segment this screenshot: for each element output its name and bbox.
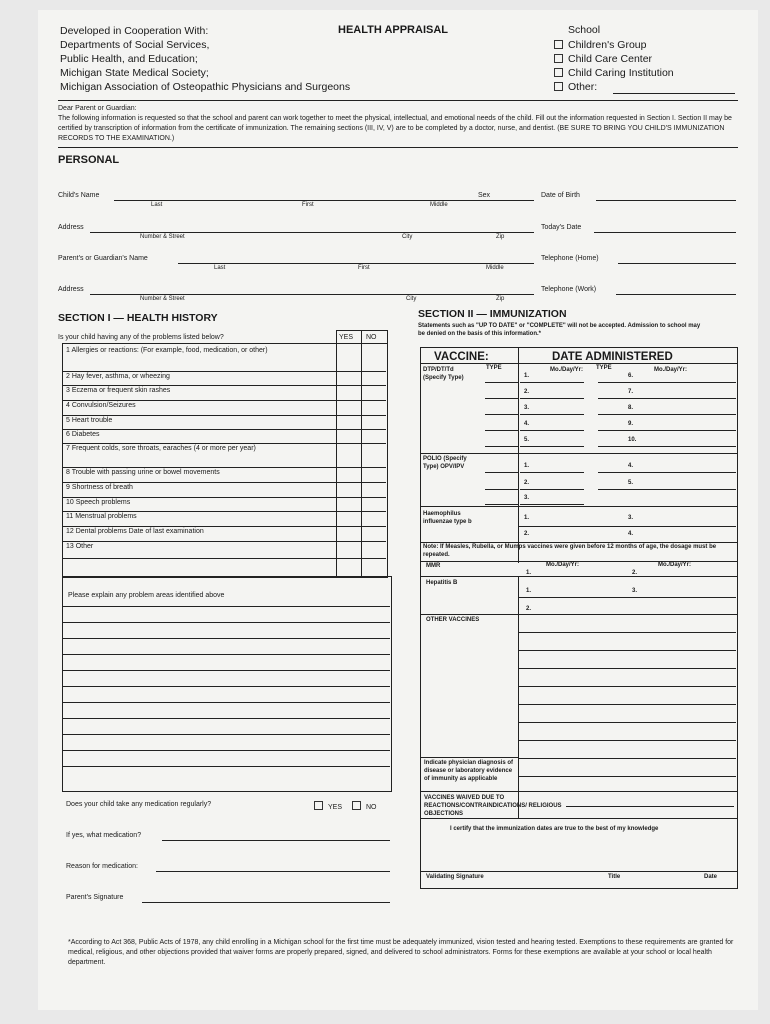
school-label: School xyxy=(568,24,601,36)
other-vaccine-line[interactable] xyxy=(518,668,736,669)
sex-label: Sex xyxy=(478,192,491,199)
first-caption: First xyxy=(302,202,314,208)
mmr-dose-2: 2. xyxy=(632,570,638,576)
validating-signature-label: Validating Signature xyxy=(426,874,484,880)
type-caption: TYPE xyxy=(486,365,502,371)
polio-dose: 5. xyxy=(628,480,634,486)
explain-line[interactable] xyxy=(62,638,390,639)
immunization-note: Statements such as "UP TO DATE" or "COMPLETE" will not be accepted. Admission to school may be denied on the basis of this information.* xyxy=(418,323,701,337)
dtp-field[interactable] xyxy=(628,446,736,447)
problem-item: 8 Trouble with passing urine or bowel movements xyxy=(66,469,220,476)
dtp-field[interactable] xyxy=(520,414,584,415)
problem-no-cell[interactable] xyxy=(363,345,385,371)
row-rule xyxy=(420,757,518,758)
dtp-field[interactable] xyxy=(520,398,584,399)
explain-box[interactable] xyxy=(62,576,392,792)
other-vaccine-line[interactable] xyxy=(518,776,736,777)
problem-yes-cell[interactable] xyxy=(338,415,360,429)
zip-caption: Zip xyxy=(496,234,505,240)
mmr-label: MMR xyxy=(426,563,441,569)
cooperation-line: Departments of Social Services, xyxy=(60,39,210,51)
problem-yes-cell[interactable] xyxy=(338,467,360,482)
row-rule xyxy=(420,506,737,507)
last-caption: Last xyxy=(151,202,163,208)
hib-label: Haemophilus influenzae type b xyxy=(423,511,472,525)
header-rule xyxy=(420,363,737,364)
dtp-field[interactable] xyxy=(598,382,628,383)
dob-label: Date of Birth xyxy=(541,192,580,199)
problem-no-cell[interactable] xyxy=(363,467,385,482)
problem-item: 13 Other xyxy=(66,543,94,550)
checkbox[interactable] xyxy=(352,801,361,810)
footer-note: *According to Act 368, Public Acts of 1978, any child enrolling in a Michigan school for the first time must be adequately immunized, vision tested and hearing tested. Exemptions to these requirements are granted for medical, religious, and other objections provided that waiver forms are properly prepared, signed, and delivered to school administrators. Forms for these exemptions are available at your school or local health department. xyxy=(68,939,734,966)
cooperation-line: Michigan State Medical Society; xyxy=(60,67,209,79)
other-vaccine-line[interactable] xyxy=(518,632,736,633)
dtp-dose: 1. xyxy=(524,373,530,379)
row-rule xyxy=(420,614,737,615)
medication-question: Does your child take any medication regularly? xyxy=(66,801,212,808)
number-street-caption: Number & Street xyxy=(140,296,185,302)
cooperation-line: Developed in Cooperation With: xyxy=(60,25,209,37)
dtp-field[interactable] xyxy=(485,446,518,447)
explain-line[interactable] xyxy=(62,606,390,607)
dtp-field[interactable] xyxy=(485,430,518,431)
hepb-label: Hepatitis B xyxy=(426,580,458,586)
problem-item: 2 Hay fever, asthma, or wheezing xyxy=(66,373,170,380)
hepb-dose-1: 1. xyxy=(526,588,532,594)
waived-label: VACCINES WAIVED DUE TO REACTIONS/CONTRAINDICATIONS/ RELIGIOUS OBJECTIONS xyxy=(424,795,562,817)
problem-item: 1 Allergies or reactions: (For example, food, medication, or other) xyxy=(66,347,268,354)
problem-item: 6 Diabetes xyxy=(66,431,100,438)
polio-field[interactable] xyxy=(598,472,628,473)
explain-line[interactable] xyxy=(62,702,390,703)
telephone-work-field[interactable] xyxy=(616,294,736,295)
problem-yes-cell[interactable] xyxy=(338,497,360,511)
problems-question: Is your child having any of the problems listed below? xyxy=(58,334,224,341)
middle-caption: Middle xyxy=(430,202,448,208)
mmr-dose-1: 1. xyxy=(526,570,532,576)
zip-caption: Zip xyxy=(496,296,505,302)
dtp-field[interactable] xyxy=(628,398,736,399)
row-rule xyxy=(518,597,736,598)
dtp-field[interactable] xyxy=(485,414,518,415)
explain-line[interactable] xyxy=(62,718,390,719)
problem-yes-cell[interactable] xyxy=(338,482,360,497)
title-label: Title xyxy=(608,874,621,880)
dtp-dose: 2. xyxy=(524,389,530,395)
option-other[interactable]: Other: xyxy=(554,81,597,93)
cooperation-line: Public Health, and Education; xyxy=(60,53,198,65)
hib-dose: 4. xyxy=(628,531,634,537)
address-field[interactable] xyxy=(90,232,534,233)
form-title: HEALTH APPRAISAL xyxy=(338,24,448,36)
problem-item: 9 Shortness of breath xyxy=(66,484,133,491)
dtp-dose: 10. xyxy=(628,437,637,443)
row-rule xyxy=(420,576,737,577)
dtp-field[interactable] xyxy=(485,398,518,399)
reason-label: Reason for medication: xyxy=(66,863,138,870)
certify-text: I certify that the immunization dates are true to the best of my knowledge xyxy=(450,826,659,832)
other-vaccines-label: OTHER VACCINES xyxy=(426,617,480,623)
polio-field[interactable] xyxy=(520,504,584,505)
dtp-field[interactable] xyxy=(628,382,736,383)
polio-label: POLIO (Specify Type) OPV/IPV xyxy=(423,456,467,470)
dtp-field[interactable] xyxy=(598,414,628,415)
salutation: Dear Parent or Guardian: xyxy=(58,105,137,112)
polio-field[interactable] xyxy=(520,489,584,490)
explain-line[interactable] xyxy=(62,670,390,671)
dtp-field[interactable] xyxy=(520,446,584,447)
parent-signature-label: Parent's Signature xyxy=(66,894,124,901)
intro-text: The following information is requested so that the school and parent can work together to meet the physical, intellectual, and emotional needs of the child. Fill out the information requested in Section I. Section II may be certified by transcription of information from the certificate of immunization. The remaining sections (III, IV, V) are to be completed by a doctor, nurse, and dentist. (BE SURE TO BRING YOU CHILD'S IMMUNIZATION RECORDS TO THE EXAMINATION.) xyxy=(58,115,732,142)
parent-signature-field[interactable] xyxy=(142,902,390,903)
problem-no-cell[interactable] xyxy=(363,400,385,415)
polio-field[interactable] xyxy=(520,472,584,473)
waived-field[interactable] xyxy=(566,806,734,807)
dtp-dose: 5. xyxy=(524,437,530,443)
divider xyxy=(58,147,738,148)
polio-dose: 4. xyxy=(628,463,634,469)
polio-dose: 1. xyxy=(524,463,530,469)
what-medication-field[interactable] xyxy=(162,840,390,841)
dob-field[interactable] xyxy=(596,200,736,201)
checkbox[interactable] xyxy=(554,40,563,49)
what-medication-label: If yes, what medication? xyxy=(66,832,142,839)
other-vaccine-line[interactable] xyxy=(518,650,736,651)
address-label: Address xyxy=(58,224,84,231)
problem-yes-cell[interactable] xyxy=(338,429,360,443)
city-caption: City xyxy=(406,296,417,302)
mo-day-yr-caption: Mo./Day/Yr: xyxy=(658,562,692,568)
problem-yes-cell[interactable] xyxy=(338,541,360,556)
problem-row-rule xyxy=(62,558,386,559)
problem-item: 7 Frequent colds, sore throats, earaches (4 or more per year) xyxy=(66,445,256,452)
other-vaccine-line[interactable] xyxy=(518,704,736,705)
dtp-field[interactable] xyxy=(628,414,736,415)
polio-field[interactable] xyxy=(485,489,518,490)
problem-yes-cell[interactable] xyxy=(338,345,360,371)
col-divider xyxy=(518,347,519,563)
no-header: NO xyxy=(366,334,377,341)
hepb-dose-2: 2. xyxy=(526,606,532,612)
hib-dose: 1. xyxy=(524,515,530,521)
dtp-dose: 8. xyxy=(628,405,634,411)
measles-note: Note: If Measles, Rubella, or Mumps vaccines were given before 12 months of age, the dosage must be repeated. xyxy=(423,544,717,558)
mo-day-yr-caption: Mo./Day/Yr: xyxy=(654,367,688,373)
hib-field[interactable] xyxy=(518,526,736,527)
polio-field[interactable] xyxy=(485,472,518,473)
explain-line[interactable] xyxy=(62,750,390,751)
dtp-field[interactable] xyxy=(628,430,736,431)
other-field-line[interactable] xyxy=(613,93,735,94)
dtp-dose: 3. xyxy=(524,405,530,411)
problem-item: 10 Speech problems xyxy=(66,499,131,506)
explain-line[interactable] xyxy=(62,654,390,655)
guardian-name-label: Parent's or Guardian's Name xyxy=(58,255,148,262)
dtp-field[interactable] xyxy=(598,398,628,399)
address-field[interactable] xyxy=(90,294,534,295)
todays-date-label: Today's Date xyxy=(541,224,582,231)
mo-day-yr-caption: Mo./Day/Yr: xyxy=(546,562,580,568)
option-child-caring-institution[interactable]: Child Caring Institution xyxy=(554,67,674,79)
checkbox[interactable] xyxy=(554,54,563,63)
dtp-label: DTP/DT/Td (Specify Type) xyxy=(423,367,464,381)
problem-no-cell[interactable] xyxy=(363,415,385,429)
number-street-caption: Number & Street xyxy=(140,234,185,240)
signature-field[interactable] xyxy=(420,871,737,872)
cooperation-line: Michigan Association of Osteopathic Physicians and Surgeons xyxy=(60,81,351,93)
city-caption: City xyxy=(402,234,413,240)
first-caption: First xyxy=(358,265,370,271)
dtp-dose: 9. xyxy=(628,421,634,427)
polio-field[interactable] xyxy=(485,504,518,505)
option-child-care-center[interactable]: Child Care Center xyxy=(554,53,652,65)
polio-field[interactable] xyxy=(628,489,736,490)
polio-field[interactable] xyxy=(628,472,736,473)
explain-line[interactable] xyxy=(62,766,390,767)
yes-header: YES xyxy=(339,334,354,341)
problem-no-cell[interactable] xyxy=(363,429,385,443)
childs-name-field[interactable] xyxy=(114,200,504,201)
section2-heading: SECTION II — IMMUNIZATION xyxy=(418,308,567,320)
telephone-home-field[interactable] xyxy=(618,263,736,264)
other-vaccine-line[interactable] xyxy=(518,758,736,759)
problem-yes-cell[interactable] xyxy=(338,443,360,467)
checkbox[interactable] xyxy=(314,801,323,810)
polio-dose: 3. xyxy=(524,495,530,501)
row-rule xyxy=(420,818,737,819)
row-rule xyxy=(420,453,737,454)
problem-item: 11 Menstrual problems xyxy=(66,513,137,520)
med-no-option[interactable]: NO xyxy=(352,801,377,811)
address-label: Address xyxy=(58,286,84,293)
explain-line[interactable] xyxy=(62,686,390,687)
todays-date-field[interactable] xyxy=(594,232,736,233)
problem-yes-cell[interactable] xyxy=(338,385,360,400)
dtp-field[interactable] xyxy=(520,430,584,431)
physician-label: Indicate physician diagnosis of disease or laboratory evidence of immunity as applicable xyxy=(424,760,514,782)
type-caption: TYPE xyxy=(596,365,612,371)
dtp-dose: 7. xyxy=(628,389,634,395)
other-vaccine-line[interactable] xyxy=(518,686,736,687)
health-appraisal-form xyxy=(38,10,758,1010)
problem-no-cell[interactable] xyxy=(363,371,385,385)
row-rule xyxy=(420,791,737,792)
problem-no-cell[interactable] xyxy=(363,443,385,467)
problem-no-cell[interactable] xyxy=(363,511,385,526)
other-vaccine-line[interactable] xyxy=(518,722,736,723)
hib-dose: 3. xyxy=(628,515,634,521)
problem-yes-cell[interactable] xyxy=(338,371,360,385)
option-childrens-group[interactable]: Children's Group xyxy=(554,39,646,51)
dtp-field[interactable] xyxy=(598,430,628,431)
other-vaccine-line[interactable] xyxy=(518,740,736,741)
problem-yes-cell[interactable] xyxy=(338,511,360,526)
date-administered-header: DATE ADMINISTERED xyxy=(552,351,673,363)
problem-item: 3 Eczema or frequent skin rashes xyxy=(66,387,171,394)
dtp-field[interactable] xyxy=(598,446,628,447)
hib-dose: 2. xyxy=(524,531,530,537)
explain-label: Please explain any problem areas identified above xyxy=(68,592,225,599)
mo-day-yr-caption: Mo./Day/Yr: xyxy=(550,367,584,373)
med-yes-option[interactable]: YES xyxy=(314,801,342,811)
vaccine-header: VACCINE: xyxy=(434,351,489,363)
problem-no-cell[interactable] xyxy=(363,526,385,541)
problem-item: 4 Convulsion/Seizures xyxy=(66,402,136,409)
sex-field[interactable] xyxy=(494,200,534,201)
telephone-work-label: Telephone (Work) xyxy=(541,286,597,293)
polio-dose: 2. xyxy=(524,480,530,486)
explain-line[interactable] xyxy=(62,734,390,735)
dtp-field[interactable] xyxy=(520,382,584,383)
dtp-field[interactable] xyxy=(485,382,518,383)
problem-no-cell[interactable] xyxy=(363,541,385,556)
problem-no-cell[interactable] xyxy=(363,482,385,497)
guardian-name-field[interactable] xyxy=(178,263,534,264)
problem-item: 5 Heart trouble xyxy=(66,417,113,424)
problem-yes-cell[interactable] xyxy=(338,526,360,541)
checkbox[interactable] xyxy=(554,82,563,91)
middle-caption: Middle xyxy=(486,265,504,271)
col-divider xyxy=(518,576,519,818)
childs-name-label: Child's Name xyxy=(58,192,100,199)
problem-yes-cell[interactable] xyxy=(338,400,360,415)
explain-line[interactable] xyxy=(62,622,390,623)
polio-field[interactable] xyxy=(598,489,628,490)
hepb-dose-3: 3. xyxy=(632,588,638,594)
date-label: Date xyxy=(704,874,718,880)
problem-no-cell[interactable] xyxy=(363,385,385,400)
personal-heading: PERSONAL xyxy=(58,154,120,166)
checkbox[interactable] xyxy=(554,68,563,77)
section1-heading: SECTION I — HEALTH HISTORY xyxy=(58,312,218,324)
dtp-dose: 4. xyxy=(524,421,530,427)
dtp-dose: 6. xyxy=(628,373,634,379)
last-caption: Last xyxy=(214,265,226,271)
problem-no-cell[interactable] xyxy=(363,497,385,511)
divider xyxy=(58,100,738,101)
reason-field[interactable] xyxy=(156,871,390,872)
problem-item: 12 Dental problems Date of last examination xyxy=(66,528,204,535)
telephone-home-label: Telephone (Home) xyxy=(541,255,599,262)
